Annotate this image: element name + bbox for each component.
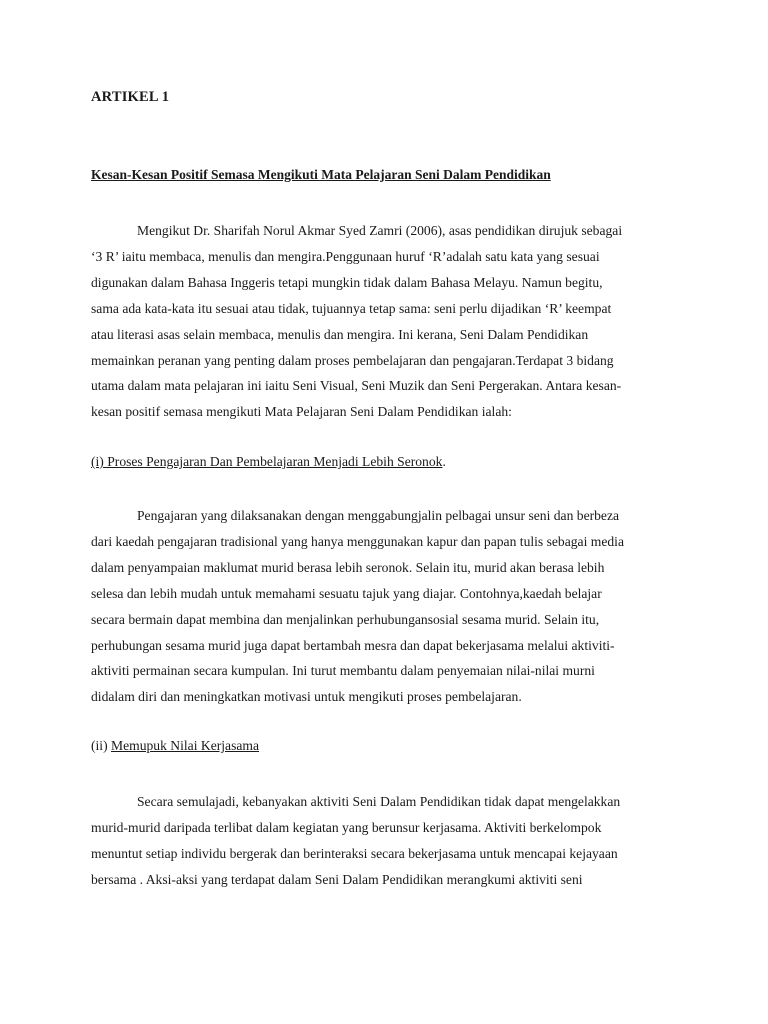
subheading-text: (i) Proses Pengajaran Dan Pembelajaran Menjadi Lebih Seronok	[91, 454, 443, 469]
subheading-fun-learning	[91, 454, 446, 470]
paragraph-line: atau literasi asas selain membaca, menulis dan mengira. Ini kerana, Seni Dalam Pendidikan	[91, 326, 589, 342]
paragraph-line: aktiviti permainan secara kumpulan. Ini turut membantu dalam penyemaian nilai-nilai murni	[91, 663, 595, 679]
paragraph-cooperation	[91, 789, 673, 893]
subheading-cooperation	[91, 738, 259, 754]
paragraph-line: menuntut setiap individu bergerak dan berinteraksi secara bekerjasama untuk mencapai kejayaan	[91, 845, 618, 861]
paragraph-line: perhubungan sesama murid juga dapat bertambah mesra dan dapat bekerjasama melalui aktiviti-	[91, 637, 615, 653]
paragraph-line: bersama . Aksi-aksi yang terdapat dalam Seni Dalam Pendidikan merangkumi aktiviti seni	[91, 871, 583, 887]
paragraph-line: sama ada kata-kata itu sesuai atau tidak, tujuannya tetap sama: seni perlu dijadikan ‘R’ keempat	[91, 300, 612, 316]
paragraph-line: secara bermain dapat membina dan menjalinkan perhubungansosial sesama murid. Selain itu,	[91, 611, 600, 627]
paragraph-line: dari kaedah pengajaran tradisional yang hanya menggunakan kapur dan papan tulis sebagai media	[91, 533, 624, 549]
paragraph-line: selesa dan lebih mudah untuk memahami sesuatu tajuk yang diajar. Contohnya,kaedah belajar	[91, 585, 602, 601]
paragraph-line: Secara semulajadi, kebanyakan aktiviti Seni Dalam Pendidikan tidak dapat mengelakkan	[137, 794, 621, 809]
subheading-prefix: (ii)	[91, 738, 112, 753]
paragraph-line: Mengikut Dr. Sharifah Norul Akmar Syed Zamri (2006), asas pendidikan dirujuk sebagai	[137, 223, 623, 238]
paragraph-line: utama dalam mata pelajaran ini iaitu Seni Visual, Seni Muzik dan Seni Pergerakan. Antara kesan-	[91, 378, 622, 394]
article-title: Kesan-Kesan Positif Semasa Mengikuti Mata Pelajaran Seni Dalam Pendidikan	[91, 167, 551, 182]
paragraph-line: digunakan dalam Bahasa Inggeris tetapi mungkin tidak dalam Bahasa Melayu. Namun begitu,	[91, 274, 603, 290]
paragraph-line: didalam diri dan meningkatkan motivasi untuk mengikuti proses pembelajaran.	[91, 689, 522, 705]
paragraph-line: ‘3 R’ iaitu membaca, menulis dan mengira.Penggunaan huruf ‘R’adalah satu kata yang sesuai	[91, 248, 600, 264]
paragraph-line: dalam penyampaian maklumat murid berasa lebih seronok. Selain itu, murid akan berasa lebih	[91, 559, 605, 575]
document-heading: ARTIKEL 1	[91, 89, 170, 105]
paragraph-line: kesan positif semasa mengikuti Mata Pelajaran Seni Dalam Pendidikan ialah:	[91, 404, 512, 420]
paragraph-line: memainkan peranan yang penting dalam proses pembelajaran dan pengajaran.Terdapat 3 bidang	[91, 352, 614, 368]
paragraph-fun-learning	[91, 503, 673, 710]
subheading-suffix: .	[442, 454, 446, 469]
subheading-text: Memupuk Nilai Kerjasama	[111, 738, 259, 753]
paragraph-introduction	[91, 218, 673, 425]
paragraph-line: murid-murid daripada terlibat dalam kegiatan yang berunsur kerjasama. Aktiviti berkelompok	[91, 819, 602, 835]
paragraph-line: Pengajaran yang dilaksanakan dengan menggabungjalin pelbagai unsur seni dan berbeza	[137, 508, 620, 523]
